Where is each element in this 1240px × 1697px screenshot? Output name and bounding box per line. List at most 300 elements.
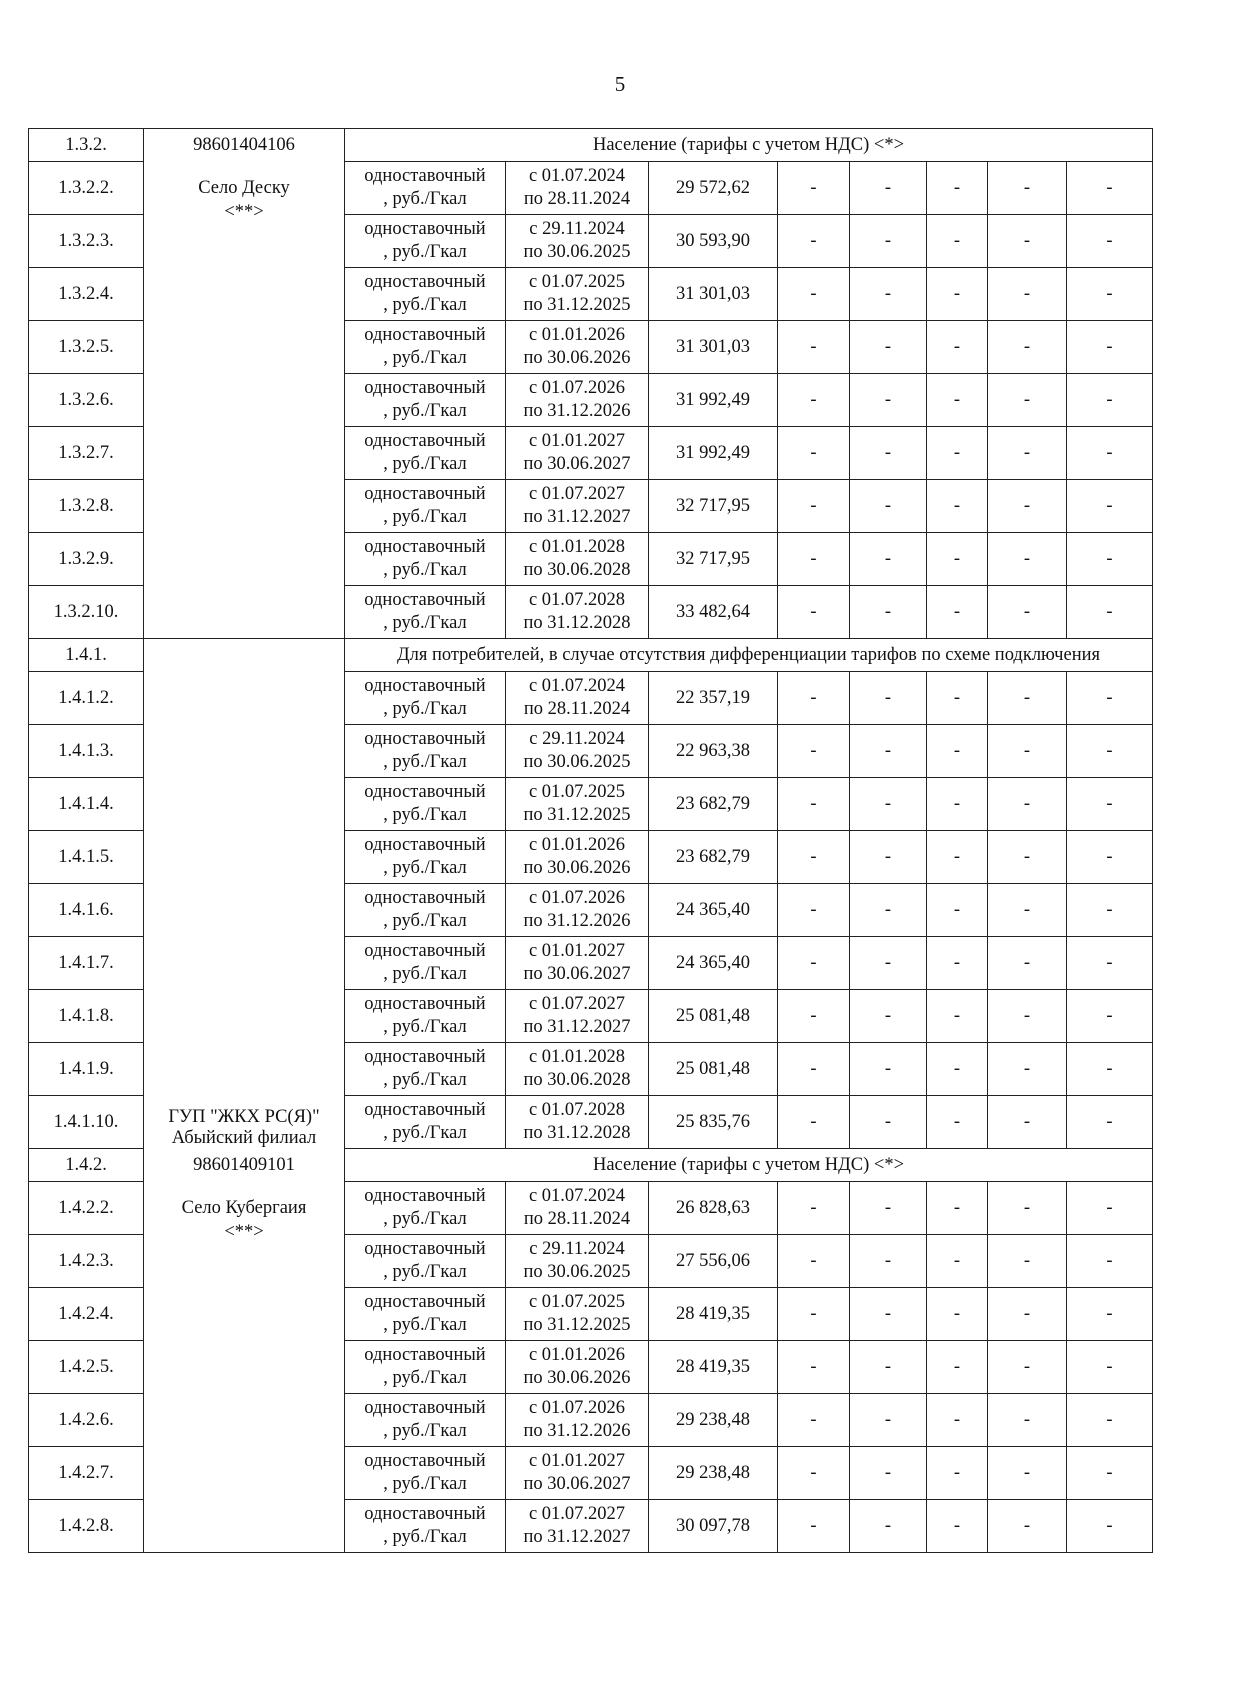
rate-unit: , руб./Гкал <box>383 699 467 719</box>
period-cell <box>506 1235 649 1288</box>
rate-type: одноставочный <box>364 431 486 451</box>
tariff-value: 22 357,19 <box>649 672 778 725</box>
section-header: Население (тарифы с учетом НДС) <*> <box>345 129 1153 162</box>
period-from: с 01.07.2024 <box>528 676 626 696</box>
empty-value-dash: - <box>1067 778 1153 831</box>
entity-cell <box>144 1149 345 1182</box>
rate-type-cell <box>345 374 506 427</box>
entity-line: 98601404106 <box>193 134 295 155</box>
empty-value-dash: - <box>850 586 927 639</box>
empty-value-dash: - <box>850 1500 927 1553</box>
tariff-value: 25 081,48 <box>649 1043 778 1096</box>
empty-value-dash: - <box>927 427 988 480</box>
rate-unit: , руб./Гкал <box>383 507 467 527</box>
period-cell <box>506 990 649 1043</box>
period-from: с 01.01.2026 <box>528 835 626 855</box>
rate-unit: , руб./Гкал <box>383 242 467 262</box>
entity-cell <box>144 884 345 937</box>
row-code: 1.4.1.7. <box>29 937 144 990</box>
empty-value-dash: - <box>850 1394 927 1447</box>
period-cell <box>506 672 649 725</box>
empty-value-dash: - <box>988 268 1067 321</box>
tariff-value: 29 572,62 <box>649 162 778 215</box>
empty-value-dash: - <box>988 1341 1067 1394</box>
rate-type-cell <box>345 1043 506 1096</box>
period-to: по 30.06.2025 <box>523 752 631 772</box>
period-to: по 30.06.2028 <box>523 560 631 580</box>
rate-type-cell <box>345 1447 506 1500</box>
rate-unit: , руб./Гкал <box>383 964 467 984</box>
table-row <box>29 1096 1153 1149</box>
table-row <box>29 268 1153 321</box>
period-cell <box>506 778 649 831</box>
rate-type: одноставочный <box>364 676 486 696</box>
empty-value-dash: - <box>927 533 988 586</box>
period-from: с 01.01.2028 <box>528 1047 626 1067</box>
entity-cell <box>144 1096 345 1149</box>
rate-type: одноставочный <box>364 590 486 610</box>
empty-value-dash: - <box>988 374 1067 427</box>
empty-value-dash: - <box>778 374 850 427</box>
tariff-value: 25 081,48 <box>649 990 778 1043</box>
rate-unit: , руб./Гкал <box>383 1421 467 1441</box>
period-from: с 01.07.2026 <box>528 378 626 398</box>
rate-type: одноставочный <box>364 325 486 345</box>
row-code: 1.4.2.4. <box>29 1288 144 1341</box>
empty-value-dash: - <box>927 480 988 533</box>
empty-value-dash: - <box>988 215 1067 268</box>
rate-type: одноставочный <box>364 782 486 802</box>
rate-type-cell <box>345 937 506 990</box>
empty-value-dash: - <box>1067 1341 1153 1394</box>
period-from: с 01.07.2027 <box>528 484 626 504</box>
empty-value-dash: - <box>778 162 850 215</box>
empty-value-dash: - <box>778 1043 850 1096</box>
period-to: по 30.06.2026 <box>523 348 631 368</box>
period-cell <box>506 427 649 480</box>
period-cell <box>506 215 649 268</box>
tariff-value: 28 419,35 <box>649 1341 778 1394</box>
empty-value-dash: - <box>778 268 850 321</box>
empty-value-dash: - <box>1067 1235 1153 1288</box>
empty-value-dash: - <box>927 1235 988 1288</box>
empty-value-dash: - <box>1067 937 1153 990</box>
rate-type: одноставочный <box>364 994 486 1014</box>
entity-cell <box>144 1447 345 1500</box>
row-code: 1.4.2. <box>29 1149 144 1182</box>
empty-value-dash: - <box>1067 1043 1153 1096</box>
empty-value-dash: - <box>988 1096 1067 1149</box>
period-from: с 29.11.2024 <box>529 219 625 239</box>
empty-value-dash: - <box>927 1288 988 1341</box>
empty-value-dash: - <box>988 1288 1067 1341</box>
period-from: с 01.01.2026 <box>528 1345 626 1365</box>
rate-unit: , руб./Гкал <box>383 560 467 580</box>
rate-type-cell <box>345 1341 506 1394</box>
rate-unit: , руб./Гкал <box>383 189 467 209</box>
table-row <box>29 1447 1153 1500</box>
rate-type: одноставочный <box>364 1398 486 1418</box>
row-code: 1.3.2.6. <box>29 374 144 427</box>
rate-unit: , руб./Гкал <box>383 805 467 825</box>
rate-unit: , руб./Гкал <box>383 1262 467 1282</box>
tariff-value: 23 682,79 <box>649 831 778 884</box>
rate-type-cell <box>345 1096 506 1149</box>
row-code: 1.4.2.2. <box>29 1182 144 1235</box>
rate-type-cell <box>345 884 506 937</box>
empty-value-dash: - <box>1067 586 1153 639</box>
rate-type-cell <box>345 725 506 778</box>
rate-type-cell <box>345 1182 506 1235</box>
empty-value-dash: - <box>927 1043 988 1096</box>
period-to: по 30.06.2027 <box>523 964 631 984</box>
entity-cell <box>144 639 345 672</box>
empty-value-dash: - <box>988 990 1067 1043</box>
section-header-row <box>29 129 1153 162</box>
empty-value-dash: - <box>1067 215 1153 268</box>
table-row <box>29 1288 1153 1341</box>
empty-value-dash: - <box>850 1096 927 1149</box>
rate-unit: , руб./Гкал <box>383 1315 467 1335</box>
section-header-row <box>29 639 1153 672</box>
empty-value-dash: - <box>927 884 988 937</box>
period-cell <box>506 1096 649 1149</box>
empty-value-dash: - <box>1067 1447 1153 1500</box>
row-code: 1.3.2.10. <box>29 586 144 639</box>
empty-value-dash: - <box>778 586 850 639</box>
empty-value-dash: - <box>927 215 988 268</box>
entity-cell <box>144 374 345 427</box>
empty-value-dash: - <box>1067 162 1153 215</box>
table-row <box>29 1235 1153 1288</box>
entity-line: <**> <box>224 201 264 222</box>
empty-value-dash: - <box>927 778 988 831</box>
period-cell <box>506 1288 649 1341</box>
empty-value-dash: - <box>778 533 850 586</box>
rate-type: одноставочный <box>364 1239 486 1259</box>
rate-type: одноставочный <box>364 1451 486 1471</box>
empty-value-dash: - <box>988 321 1067 374</box>
tariff-value: 31 301,03 <box>649 268 778 321</box>
rate-unit: , руб./Гкал <box>383 454 467 474</box>
rate-type-cell <box>345 831 506 884</box>
empty-value-dash: - <box>988 162 1067 215</box>
period-cell <box>506 1341 649 1394</box>
empty-value-dash: - <box>778 725 850 778</box>
rate-type: одноставочный <box>364 835 486 855</box>
rate-type-cell <box>345 586 506 639</box>
rate-type-cell <box>345 480 506 533</box>
empty-value-dash: - <box>988 937 1067 990</box>
period-from: с 01.01.2028 <box>528 537 626 557</box>
tariff-value: 32 717,95 <box>649 533 778 586</box>
table-row <box>29 480 1153 533</box>
empty-value-dash: - <box>988 427 1067 480</box>
table-row <box>29 215 1153 268</box>
row-code: 1.3.2.2. <box>29 162 144 215</box>
row-code: 1.3.2.3. <box>29 215 144 268</box>
period-from: с 01.07.2028 <box>528 590 626 610</box>
tariff-value: 31 992,49 <box>649 427 778 480</box>
empty-value-dash: - <box>778 1235 850 1288</box>
table-row <box>29 1394 1153 1447</box>
empty-value-dash: - <box>988 1447 1067 1500</box>
rate-type-cell <box>345 1235 506 1288</box>
period-cell <box>506 831 649 884</box>
empty-value-dash: - <box>988 725 1067 778</box>
tariff-value: 31 301,03 <box>649 321 778 374</box>
tariff-value: 28 419,35 <box>649 1288 778 1341</box>
period-to: по 30.06.2027 <box>523 1474 631 1494</box>
row-code: 1.3.2.7. <box>29 427 144 480</box>
entity-cell <box>144 427 345 480</box>
rate-type-cell <box>345 321 506 374</box>
entity-cell <box>144 1288 345 1341</box>
tariff-value: 26 828,63 <box>649 1182 778 1235</box>
rate-type: одноставочный <box>364 1504 486 1524</box>
period-cell <box>506 321 649 374</box>
empty-value-dash: - <box>850 533 927 586</box>
rate-unit: , руб./Гкал <box>383 1017 467 1037</box>
period-from: с 01.01.2026 <box>528 325 626 345</box>
empty-value-dash: - <box>988 672 1067 725</box>
period-cell <box>506 937 649 990</box>
entity-cell <box>144 129 345 162</box>
empty-value-dash: - <box>850 374 927 427</box>
empty-value-dash: - <box>850 321 927 374</box>
rate-type-cell <box>345 672 506 725</box>
rate-type-cell <box>345 162 506 215</box>
entity-cell <box>144 268 345 321</box>
entity-cell <box>144 533 345 586</box>
rate-unit: , руб./Гкал <box>383 348 467 368</box>
empty-value-dash: - <box>988 586 1067 639</box>
row-code: 1.4.1.5. <box>29 831 144 884</box>
empty-value-dash: - <box>988 778 1067 831</box>
rate-type: одноставочный <box>364 378 486 398</box>
rate-type: одноставочный <box>364 1047 486 1067</box>
rate-unit: , руб./Гкал <box>383 1123 467 1143</box>
empty-value-dash: - <box>1067 480 1153 533</box>
empty-value-dash: - <box>1067 1394 1153 1447</box>
table-row <box>29 1341 1153 1394</box>
empty-value-dash: - <box>927 1447 988 1500</box>
empty-value-dash: - <box>988 1235 1067 1288</box>
empty-value-dash: - <box>778 1447 850 1500</box>
empty-value-dash: - <box>927 162 988 215</box>
row-code: 1.4.1.6. <box>29 884 144 937</box>
entity-org-line: Абыйский филиал <box>171 1127 317 1148</box>
empty-value-dash: - <box>927 1182 988 1235</box>
empty-value-dash: - <box>988 480 1067 533</box>
row-code: 1.4.1.4. <box>29 778 144 831</box>
empty-value-dash: - <box>927 672 988 725</box>
empty-value-dash: - <box>850 427 927 480</box>
rate-unit: , руб./Гкал <box>383 858 467 878</box>
rate-unit: , руб./Гкал <box>383 911 467 931</box>
period-from: с 01.01.2027 <box>528 1451 626 1471</box>
period-to: по 30.06.2026 <box>523 1368 631 1388</box>
tariff-value: 32 717,95 <box>649 480 778 533</box>
empty-value-dash: - <box>1067 831 1153 884</box>
entity-cell <box>144 321 345 374</box>
rate-unit: , руб./Гкал <box>383 1474 467 1494</box>
entity-cell <box>144 1394 345 1447</box>
period-cell <box>506 162 649 215</box>
empty-value-dash: - <box>778 1182 850 1235</box>
row-code: 1.4.2.6. <box>29 1394 144 1447</box>
entity-cell <box>144 480 345 533</box>
entity-cell <box>144 201 345 268</box>
rate-type: одноставочный <box>364 1186 486 1206</box>
empty-value-dash: - <box>927 321 988 374</box>
row-code: 1.3.2.9. <box>29 533 144 586</box>
period-from: с 01.07.2028 <box>528 1100 626 1120</box>
rate-type-cell <box>345 1500 506 1553</box>
row-code: 1.3.2.5. <box>29 321 144 374</box>
entity-cell <box>144 990 345 1043</box>
empty-value-dash: - <box>988 1500 1067 1553</box>
empty-value-dash: - <box>778 1394 850 1447</box>
period-to: по 30.06.2025 <box>523 1262 631 1282</box>
entity-cell <box>144 1221 345 1288</box>
rate-type: одноставочный <box>364 272 486 292</box>
period-cell <box>506 1394 649 1447</box>
table-row <box>29 672 1153 725</box>
empty-value-dash: - <box>1067 374 1153 427</box>
empty-value-dash: - <box>778 778 850 831</box>
entity-line: 98601409101 <box>193 1154 295 1175</box>
empty-value-dash: - <box>1067 725 1153 778</box>
period-to: по 31.12.2025 <box>523 1315 631 1335</box>
entity-cell <box>144 1500 345 1553</box>
entity-cell <box>144 672 345 725</box>
rate-unit: , руб./Гкал <box>383 613 467 633</box>
empty-value-dash: - <box>927 268 988 321</box>
period-cell <box>506 1447 649 1500</box>
empty-value-dash: - <box>988 1043 1067 1096</box>
period-from: с 01.07.2027 <box>528 1504 626 1524</box>
empty-value-dash: - <box>850 884 927 937</box>
empty-value-dash: - <box>778 990 850 1043</box>
tariff-value: 31 992,49 <box>649 374 778 427</box>
period-to: по 31.12.2026 <box>523 401 631 421</box>
empty-value-dash: - <box>927 831 988 884</box>
period-to: по 31.12.2026 <box>523 911 631 931</box>
empty-value-dash: - <box>850 778 927 831</box>
rate-type: одноставочный <box>364 729 486 749</box>
empty-value-dash: - <box>1067 1288 1153 1341</box>
table-row <box>29 427 1153 480</box>
entity-line: Село Кубергаия <box>181 1197 307 1218</box>
table-row <box>29 725 1153 778</box>
period-from: с 01.07.2025 <box>528 272 626 292</box>
empty-value-dash: - <box>927 1341 988 1394</box>
empty-value-dash: - <box>778 1288 850 1341</box>
empty-value-dash: - <box>778 1096 850 1149</box>
table-row <box>29 533 1153 586</box>
empty-value-dash: - <box>850 1447 927 1500</box>
rate-type: одноставочный <box>364 1100 486 1120</box>
table-row <box>29 586 1153 639</box>
period-from: с 29.11.2024 <box>529 729 625 749</box>
entity-cell <box>144 586 345 639</box>
rate-type-cell <box>345 990 506 1043</box>
rate-unit: , руб./Гкал <box>383 752 467 772</box>
table-row <box>29 374 1153 427</box>
empty-value-dash: - <box>778 672 850 725</box>
empty-value-dash: - <box>927 937 988 990</box>
rate-unit: , руб./Гкал <box>383 401 467 421</box>
row-code: 1.4.1. <box>29 639 144 672</box>
period-to: по 30.06.2027 <box>523 454 631 474</box>
rate-unit: , руб./Гкал <box>383 1527 467 1547</box>
tariff-table-body <box>29 129 1153 1553</box>
empty-value-dash: - <box>927 374 988 427</box>
empty-value-dash: - <box>988 533 1067 586</box>
period-cell <box>506 480 649 533</box>
empty-value-dash: - <box>850 937 927 990</box>
empty-value-dash: - <box>850 1235 927 1288</box>
empty-value-dash: - <box>778 321 850 374</box>
empty-value-dash: - <box>850 1043 927 1096</box>
period-cell <box>506 533 649 586</box>
period-to: по 30.06.2026 <box>523 858 631 878</box>
rate-type: одноставочный <box>364 166 486 186</box>
empty-value-dash: - <box>927 1500 988 1553</box>
period-from: с 01.07.2025 <box>528 782 626 802</box>
period-cell <box>506 884 649 937</box>
rate-type-cell <box>345 1288 506 1341</box>
tariff-value: 23 682,79 <box>649 778 778 831</box>
empty-value-dash: - <box>850 1182 927 1235</box>
row-code: 1.4.1.8. <box>29 990 144 1043</box>
period-to: по 31.12.2028 <box>523 613 631 633</box>
rate-unit: , руб./Гкал <box>383 1070 467 1090</box>
period-to: по 31.12.2025 <box>523 805 631 825</box>
row-code: 1.3.2.4. <box>29 268 144 321</box>
row-code: 1.4.1.10. <box>29 1096 144 1149</box>
period-to: по 31.12.2026 <box>523 1421 631 1441</box>
empty-value-dash: - <box>850 480 927 533</box>
empty-value-dash: - <box>988 1182 1067 1235</box>
period-to: по 28.11.2024 <box>523 189 631 209</box>
entity-cell <box>144 1341 345 1394</box>
period-to: по 31.12.2027 <box>523 1527 631 1547</box>
table-row <box>29 778 1153 831</box>
period-to: по 31.12.2027 <box>523 1017 631 1037</box>
rate-type-cell <box>345 1394 506 1447</box>
table-row <box>29 831 1153 884</box>
empty-value-dash: - <box>927 1394 988 1447</box>
period-to: по 31.12.2027 <box>523 507 631 527</box>
rate-type: одноставочный <box>364 1345 486 1365</box>
period-from: с 01.01.2027 <box>528 431 626 451</box>
row-code: 1.4.1.2. <box>29 672 144 725</box>
empty-value-dash: - <box>778 480 850 533</box>
table-row <box>29 1500 1153 1553</box>
period-from: с 01.07.2027 <box>528 994 626 1014</box>
tariff-value: 30 593,90 <box>649 215 778 268</box>
empty-value-dash: - <box>850 1341 927 1394</box>
row-code: 1.3.2. <box>29 129 144 162</box>
empty-value-dash: - <box>778 215 850 268</box>
tariff-value: 33 482,64 <box>649 586 778 639</box>
rate-type-cell <box>345 427 506 480</box>
empty-value-dash: - <box>1067 884 1153 937</box>
table-row <box>29 1043 1153 1096</box>
row-code: 1.4.2.5. <box>29 1341 144 1394</box>
